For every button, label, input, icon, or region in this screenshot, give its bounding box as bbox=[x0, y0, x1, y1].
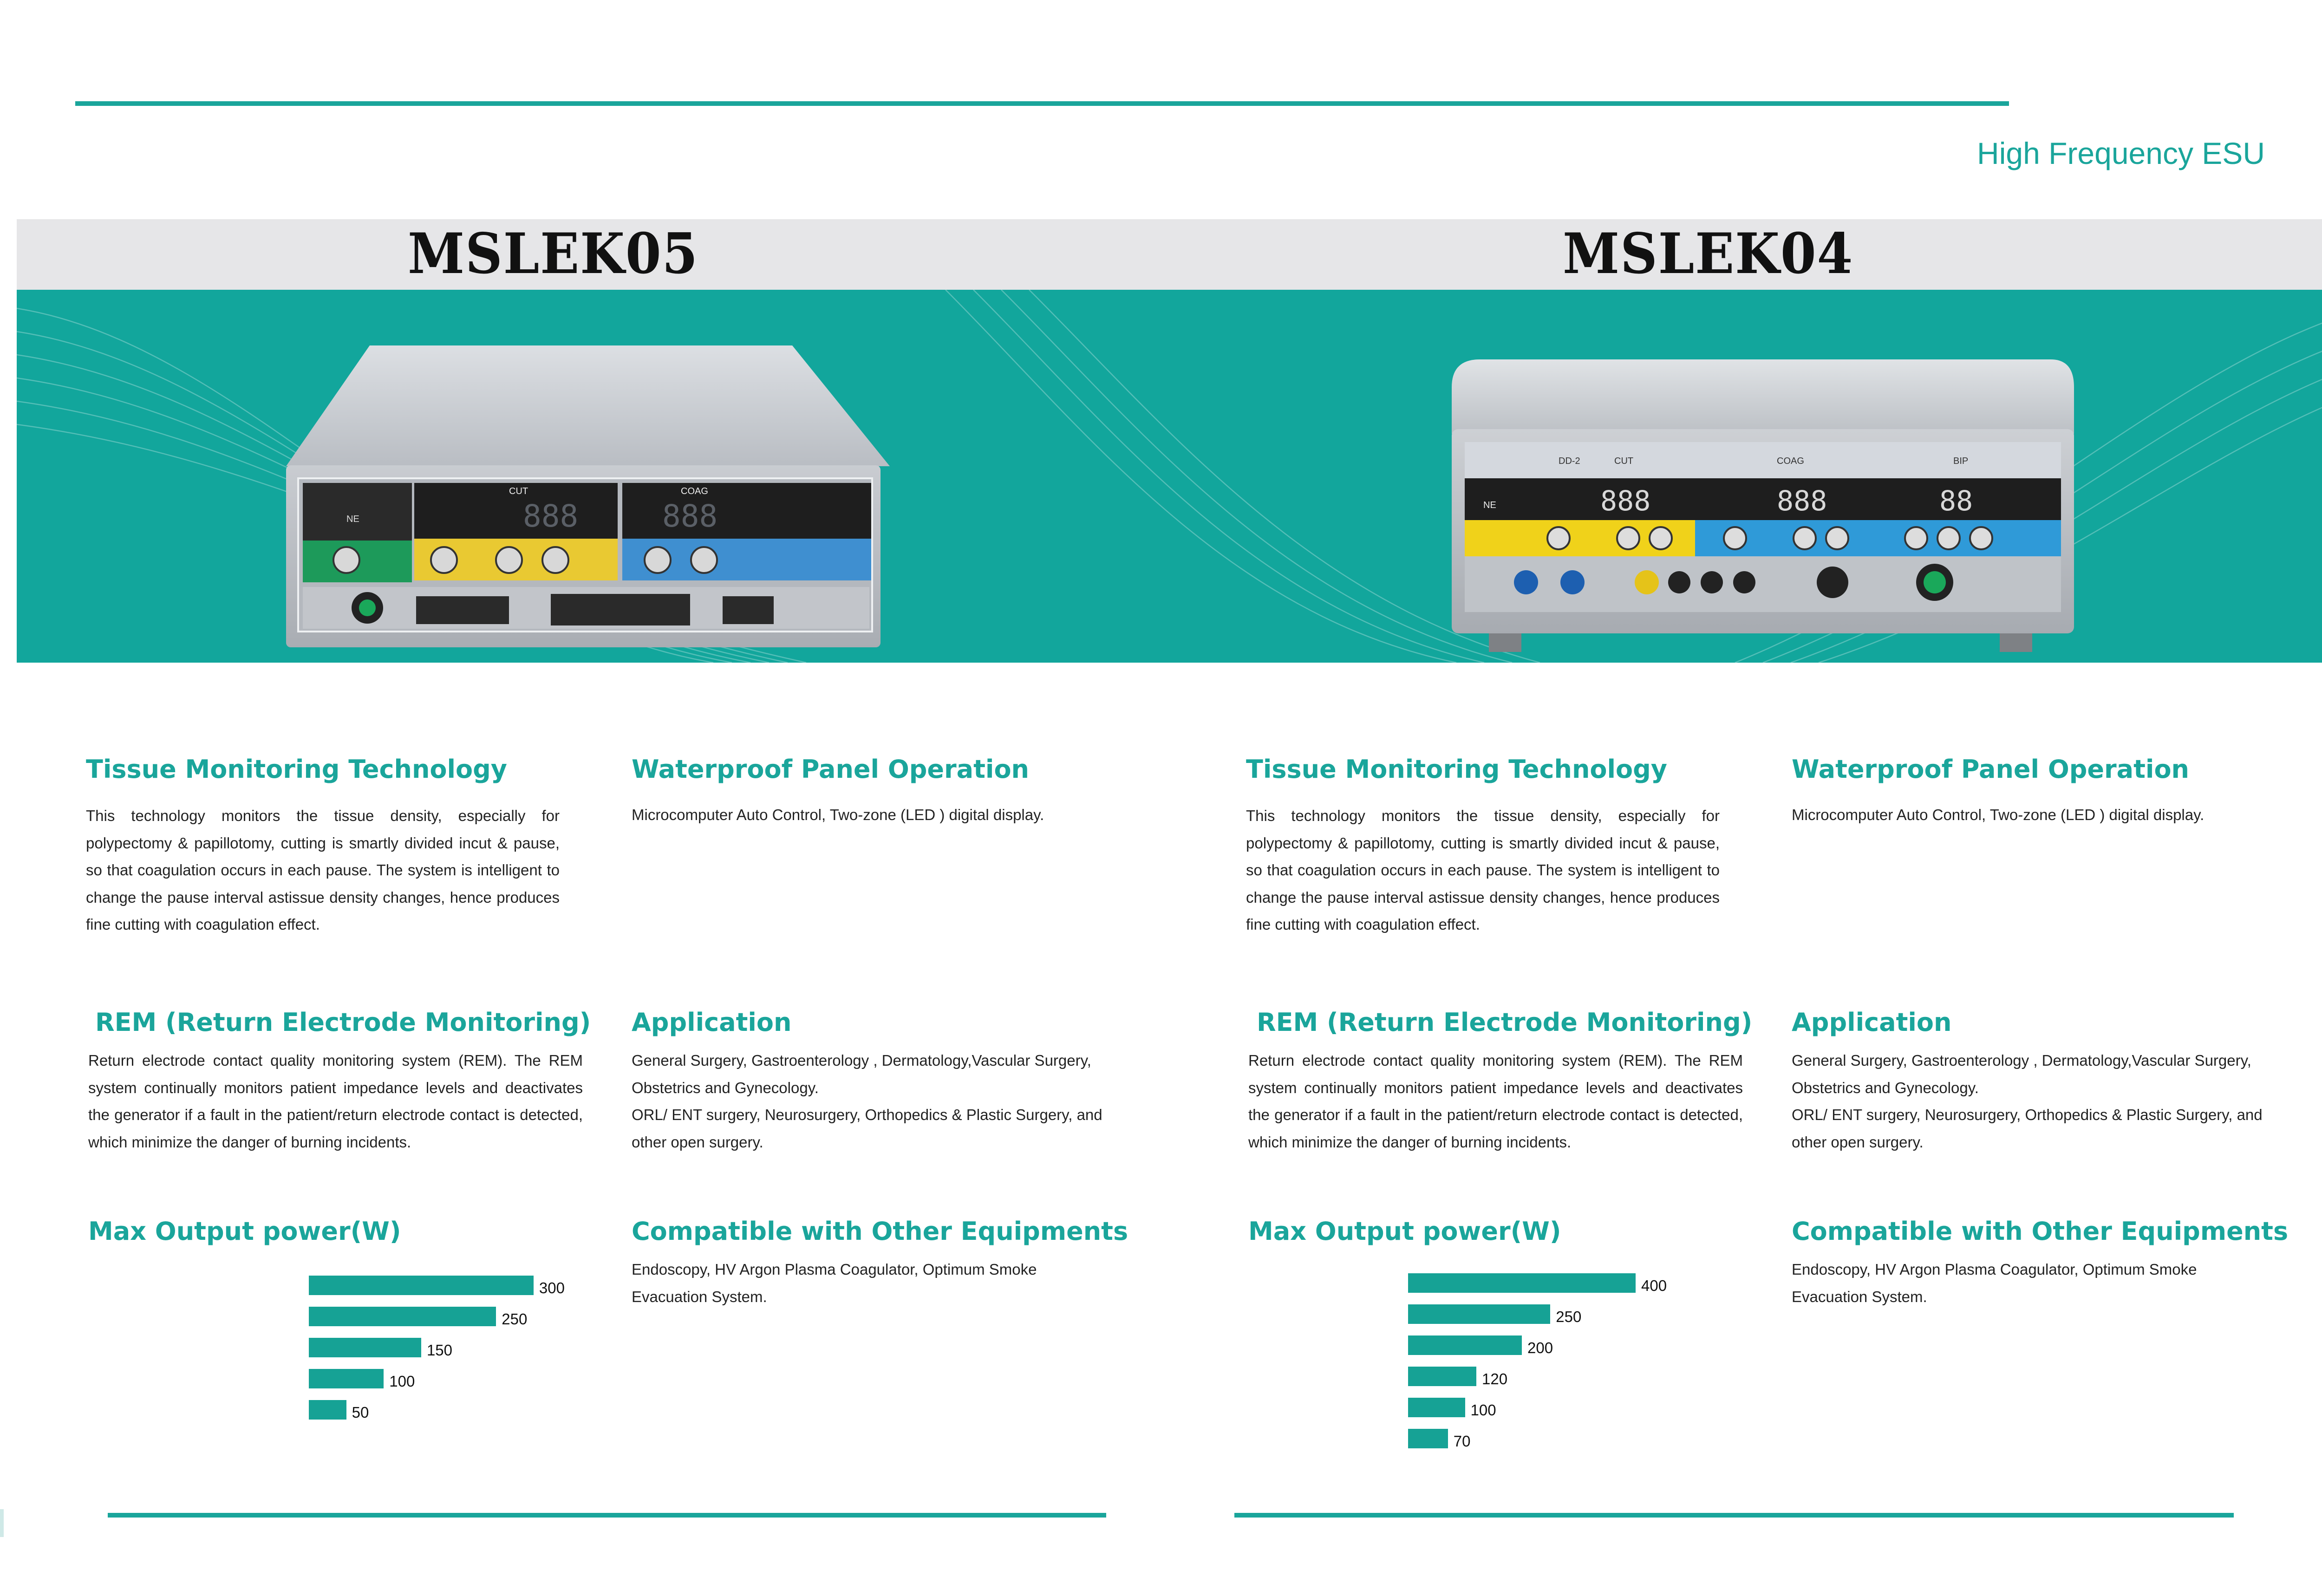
right-maxpower-title: Max Output power(W) bbox=[1248, 1217, 1561, 1246]
right-compatible-section bbox=[1792, 1217, 2289, 1310]
left-maxpower-section bbox=[88, 1217, 553, 1246]
bar-value-label: 100 bbox=[1470, 1401, 1496, 1419]
left-compatible-body: Endoscopy, HV Argon Plasma Coagulator, Optimum Smoke Evacuation System. bbox=[632, 1261, 1037, 1305]
right-compatible-body: Endoscopy, HV Argon Plasma Coagulator, Optimum Smoke Evacuation System. bbox=[1792, 1261, 2197, 1305]
bar-value-label: 100 bbox=[389, 1373, 415, 1390]
right-application-body-1: General Surgery, Gastroenterology , Dermatology,Vascular Surgery, Obstetrics and Gynecology. bbox=[1792, 1052, 2251, 1096]
svg-text:888: 888 bbox=[662, 498, 718, 534]
right-tissue-title: Tissue Monitoring Technology bbox=[1246, 755, 1667, 784]
svg-text:88: 88 bbox=[1939, 485, 1973, 517]
right-maxpower-section bbox=[1248, 1217, 1713, 1246]
right-waterproof-body: Microcomputer Auto Control, Two-zone (LED ) digital display. bbox=[1792, 806, 2205, 823]
right-tissue-body: This technology monitors the tissue density, especially for polypectomy & papillotomy, cutting is smartly divided incut & pause, so that coagulation occurs in each pause. The system is intelligent to change the pause interval astissue density changes, hence produces fine cutting with coagulation effect. bbox=[1246, 807, 1720, 933]
left-waterproof-body: Microcomputer Auto Control, Two-zone (LED ) digital display. bbox=[632, 806, 1044, 823]
svg-text:COAG: COAG bbox=[681, 486, 708, 496]
left-waterproof-section bbox=[632, 755, 1105, 829]
top-rule bbox=[75, 101, 2009, 106]
left-rem-body: Return electrode contact quality monitoring system (REM). The REM system continually monitors patient impedance levels and deactivates the generator if a fault in the patient/return electrode contact is detected, which minimize the danger of burning incidents. bbox=[88, 1052, 583, 1151]
svg-text:COAG: COAG bbox=[1777, 456, 1804, 466]
bar-value-label: 150 bbox=[426, 1342, 452, 1359]
model-band bbox=[17, 219, 2322, 290]
bar bbox=[309, 1276, 534, 1295]
bottom-rule-right bbox=[1234, 1513, 2234, 1518]
device-mslek04-drawing bbox=[1452, 359, 2074, 657]
bar-value-label: 400 bbox=[1641, 1277, 1667, 1294]
bottom-rule-left bbox=[108, 1513, 1106, 1518]
svg-text:888: 888 bbox=[1600, 485, 1651, 517]
bar-value-label: 250 bbox=[1556, 1308, 1582, 1325]
bar bbox=[1408, 1273, 1636, 1293]
svg-text:NE: NE bbox=[346, 514, 359, 524]
right-tissue-section bbox=[1246, 755, 1720, 938]
right-application-body-2: ORL/ ENT surgery, Neurosurgery, Orthopedics & Plastic Surgery, and other open surgery. bbox=[1792, 1106, 2263, 1151]
left-compatible-section bbox=[632, 1217, 1128, 1310]
left-rem-section bbox=[88, 1008, 591, 1156]
right-rem-body: Return electrode contact quality monitoring system (REM). The REM system continually monitors patient impedance levels and deactivates the generator if a fault in the patient/return electrode contact is detected, which minimize the danger of burning incidents. bbox=[1248, 1052, 1743, 1151]
model-name-left: MSLEK05 bbox=[408, 221, 699, 287]
left-tissue-title: Tissue Monitoring Technology bbox=[86, 755, 507, 784]
svg-text:888: 888 bbox=[1777, 485, 1827, 517]
product-banner bbox=[17, 290, 2322, 663]
bar bbox=[1408, 1304, 1550, 1324]
left-application-section bbox=[632, 1008, 1110, 1156]
svg-text:DD-2: DD-2 bbox=[1559, 456, 1580, 466]
svg-text:NE: NE bbox=[1483, 500, 1496, 510]
bar bbox=[1408, 1367, 1476, 1386]
bar bbox=[309, 1400, 346, 1420]
left-rem-title: REM (Return Electrode Monitoring) bbox=[95, 1008, 591, 1037]
edge-mark-left bbox=[0, 1509, 4, 1537]
right-rem-section bbox=[1248, 1008, 1753, 1156]
left-maxpower-title: Max Output power(W) bbox=[88, 1217, 401, 1246]
bar bbox=[1408, 1398, 1465, 1417]
svg-text:888: 888 bbox=[523, 498, 579, 534]
bar-value-label: 50 bbox=[352, 1404, 369, 1421]
right-compatible-title: Compatible with Other Equipments bbox=[1792, 1217, 2289, 1246]
model-name-right: MSLEK04 bbox=[1563, 221, 1854, 287]
svg-text:BIP: BIP bbox=[1953, 456, 1969, 466]
bar-value-label: 250 bbox=[502, 1310, 528, 1328]
left-tissue-body: This technology monitors the tissue density, especially for polypectomy & papillotomy, cutting is smartly divided incut & pause, so that coagulation occurs in each pause. The system is intelligent to change the pause interval astissue density changes, hence produces fine cutting with coagulation effect. bbox=[86, 807, 560, 933]
left-waterproof-title: Waterproof Panel Operation bbox=[632, 755, 1029, 784]
right-waterproof-title: Waterproof Panel Operation bbox=[1792, 755, 2189, 784]
left-compatible-title: Compatible with Other Equipments bbox=[632, 1217, 1128, 1246]
bar bbox=[1408, 1335, 1522, 1355]
device-image-mslek04 bbox=[1452, 359, 2074, 657]
device-image-mslek05 bbox=[277, 345, 890, 661]
right-rem-title: REM (Return Electrode Monitoring) bbox=[1257, 1008, 1753, 1037]
bar bbox=[1408, 1429, 1448, 1448]
left-tissue-section bbox=[86, 755, 560, 938]
left-application-title: Application bbox=[632, 1008, 792, 1037]
svg-text:CUT: CUT bbox=[509, 486, 528, 496]
left-application-body-2: ORL/ ENT surgery, Neurosurgery, Orthopedics & Plastic Surgery, and other open surgery. bbox=[632, 1106, 1102, 1151]
bar-value-label: 300 bbox=[539, 1279, 565, 1296]
left-application-body-1: General Surgery, Gastroenterology , Dermatology,Vascular Surgery, Obstetrics and Gynecology. bbox=[632, 1052, 1091, 1096]
bar-value-label: 70 bbox=[1453, 1433, 1471, 1450]
svg-text:CUT: CUT bbox=[1614, 456, 1634, 466]
bar-value-label: 200 bbox=[1527, 1339, 1553, 1356]
bar-value-label: 120 bbox=[1482, 1370, 1508, 1388]
bar bbox=[309, 1307, 496, 1326]
right-waterproof-section bbox=[1792, 755, 2265, 829]
device-mslek05-drawing bbox=[277, 345, 890, 661]
bar bbox=[309, 1369, 384, 1388]
right-application-title: Application bbox=[1792, 1008, 1952, 1037]
right-application-section bbox=[1792, 1008, 2270, 1156]
bar bbox=[309, 1338, 421, 1357]
page-title: High Frequency ESU bbox=[1977, 136, 2265, 170]
